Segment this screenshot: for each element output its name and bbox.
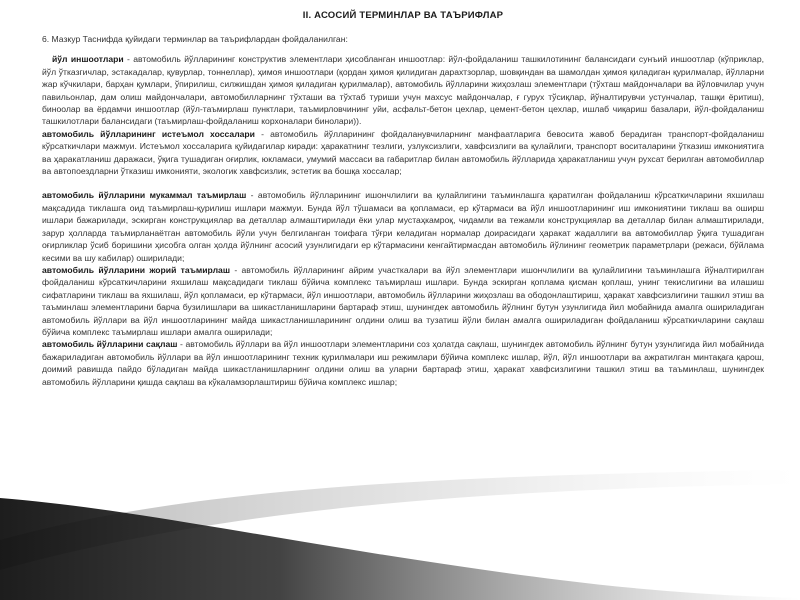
shadow-band-dark (0, 498, 800, 600)
definition-text: - автомобиль йўлларининг айрим участкалари ва йўл элементлари ишончлилиги ва қулайлигини таъминлашга йўналтирилган фойдаланиш кўрсаткичларини яхшилаш мақсадидаги тиклаш бўйича комплекс таъмирлаш ишлари. Бунда эскирган қоплама қисман қоплаш, унинг текислигини ва илашиш сифатларини тиклаш ва яхшилаш, йўл қопламаси, ер кўтармаси, йўл иншоотлари, автомобиль йўлларини жиҳозлаш ва ободонлаштириш, ҳаракат хавфсизлигини ташкил этиш ва таъминлаш элементларини барча бузилишлари ва шикастланишларини бартараф этиш, шунингдек автомобиль йўлнинг бутун узунлигида йил мобайнида амалга ошириладиган автомобиль йўллари ва йўл иншоотларининг майда шикастланишларининг олдини олиш ва тузатиш йўли билан амалга ошириладиган фойдаланиш кўрсаткичларини сақлаш бўйича комплекс таъмирлаш ишлари амалга оширилади; (42, 264, 764, 337)
definition-text: - автомобиль йўлларининг конструктив элементлари ҳисобланган иншоотлар: йўл-фойдаланиш ташкилотининг балансидаги сунъий иншоотлар (кўприклар, йўл ўтказгичлар, эстакадалар, қувурлар, тоннеллар), ҳимоя иншоотлари (қордан ҳимоя қилидиган дарахтзорлар, шовқиндан ва шамолдан ҳимоя қиладиган қурилмалар, йўлларни жар кўчкилари, барҳан қумлари, ўпирилиш, силжишдан ҳимоя қиладиган қурилмалар), автомобиль йўлларини жиҳозлаш элементлари (тўхташ майдончалари ва йўловчилар учун павильонлар, дам олиш майдончалари, автомобилларнинг тўхташи ва тўхтаб туриши учун махсус майдончалар, ғ гурух тўсиқлар, йўналтирувчи устунчалар, ташқи ёритиш), биноолар ва ёрдамчи иншоотлар (йўл-таъмирлаш пунктлари, таъмирловчининг уйи, асфальт-бетон цехлар, цемент-бетон цехлар, ишлаб чиқариш базалари, йўл-фойдаланиш ташкилотлари балансидаги (таъмирлаш-фойдаланиш корхоналари бинолари)). (42, 54, 764, 127)
paragraph-gap (42, 177, 764, 189)
definition-consumer-properties (42, 128, 764, 178)
intro-paragraph: 6. Мазкур Таснифда қуйидаги терминлар ва таърифлардан фойдаланилган: (42, 34, 348, 44)
term-current-repair: автомобиль йўлларини жорий таъмирлаш (42, 264, 230, 275)
section-title: II. АСОСИЙ ТЕРМИНЛАР ВА ТАЪРИФЛАР (302, 10, 504, 21)
definition-capital-repair (42, 189, 764, 263)
definition-road-structures (42, 53, 764, 127)
definition-text: - автомобиль йўлларининг ишончлилиги ва қулайлигини таъминлашга қаратилган фойдаланиш кўрсаткичларини яхшилаш мақсадида тиклашга оид таъмирлаш-қурилиш ишлари мажмуи. Бунда йўл тўшамаси ва қопламаси, ер кўтармаси ва йўл иншоотларининг иш имкониятини тиклаш ва оширш ишлари бажарилади, эскирган конструкциялар ва деталлар алмаштирилади ёки улар мустаҳкамроқ, чидамли ва тежамли конструкциялар ва деталлар билан алмаштирилади, зарур ҳолларда таъмирланаётган автомобиль йўли учун белгиланган тоифага тўғри келадиган нормалар доирасидаги ҳаракат жадаллиги ва автомобиллар ўқига тушадиган оғирликлар ўсиб боришини ҳисобга олган ҳолда йўлнинг асосий узунлигидаги ер кўтармасини кенгайтирмасдан автомобиль йўлининг геометрик параметрлари (режаси, бўйлама кесими ва шу кабилар) оширилади; (42, 190, 764, 263)
definition-text: - автомобиль йўлларининг фойдаланувчиларнинг манфаатларига бевосита жавоб берадиган транспорт-фойдаланиш кўрсаткичлари мажмуи. Истеъмол хоссаларига қуйидагилар киради: ҳаракатнинг тезлиги, узлуксизлиги, хавфсизлиги ва қулайлиги, транспорт воситаларини ўтказиш имкониятига ва ҳаракатланиш даражаси, ўқига тушадиган оғирлик, юкламаси, умумий массаси ва габаритлар билан автомобиль йўлларида ҳаракатланиш учун рухсат берилган автомобиллар ва автопоездларни ўтказиш имконияти, экологик хавфсизлик, эстетик ва бошқа хоссалар; (42, 128, 764, 177)
term-consumer-properties: автомобиль йўлларининг истеъмол хоссалари (42, 128, 255, 139)
document-page (42, 10, 764, 388)
definition-text: - автомобиль йўллари ва йўл иншоотлари элементларини соз ҳолатда сақлаш, шунингдек автомобиль йўлнинг бутун узунлигида йил мобайнида бажариладиган автомобиль йўллари ва йўл иншоотларининг техник қурилмалари иш режимлари бўйича комплекс ишлар, йўл, йўл иншоотлари ва ажратилган минтақага қарош, доимий равишда пайдо бўладиган майда шикастланишларнинг олдини олиш ва уларни бартараф этиш, ҳаракат хавфсизлигини ташкил этиш ва таъминлаш, шунингдек автомобиль йўлларини қишда сақлаш ва кўкаламзорлаштириш бўйича комплекс ишлар; (42, 339, 765, 387)
definition-current-repair (42, 264, 764, 338)
decorative-shadow-swoosh (0, 470, 800, 600)
definition-maintenance (42, 338, 764, 388)
term-capital-repair: автомобиль йўлларини мукаммал таъмирлаш (42, 190, 247, 201)
term-road-structures: йўл иншоотлари (52, 54, 124, 65)
term-maintenance: автомобиль йўлларини сақлаш (42, 339, 178, 350)
